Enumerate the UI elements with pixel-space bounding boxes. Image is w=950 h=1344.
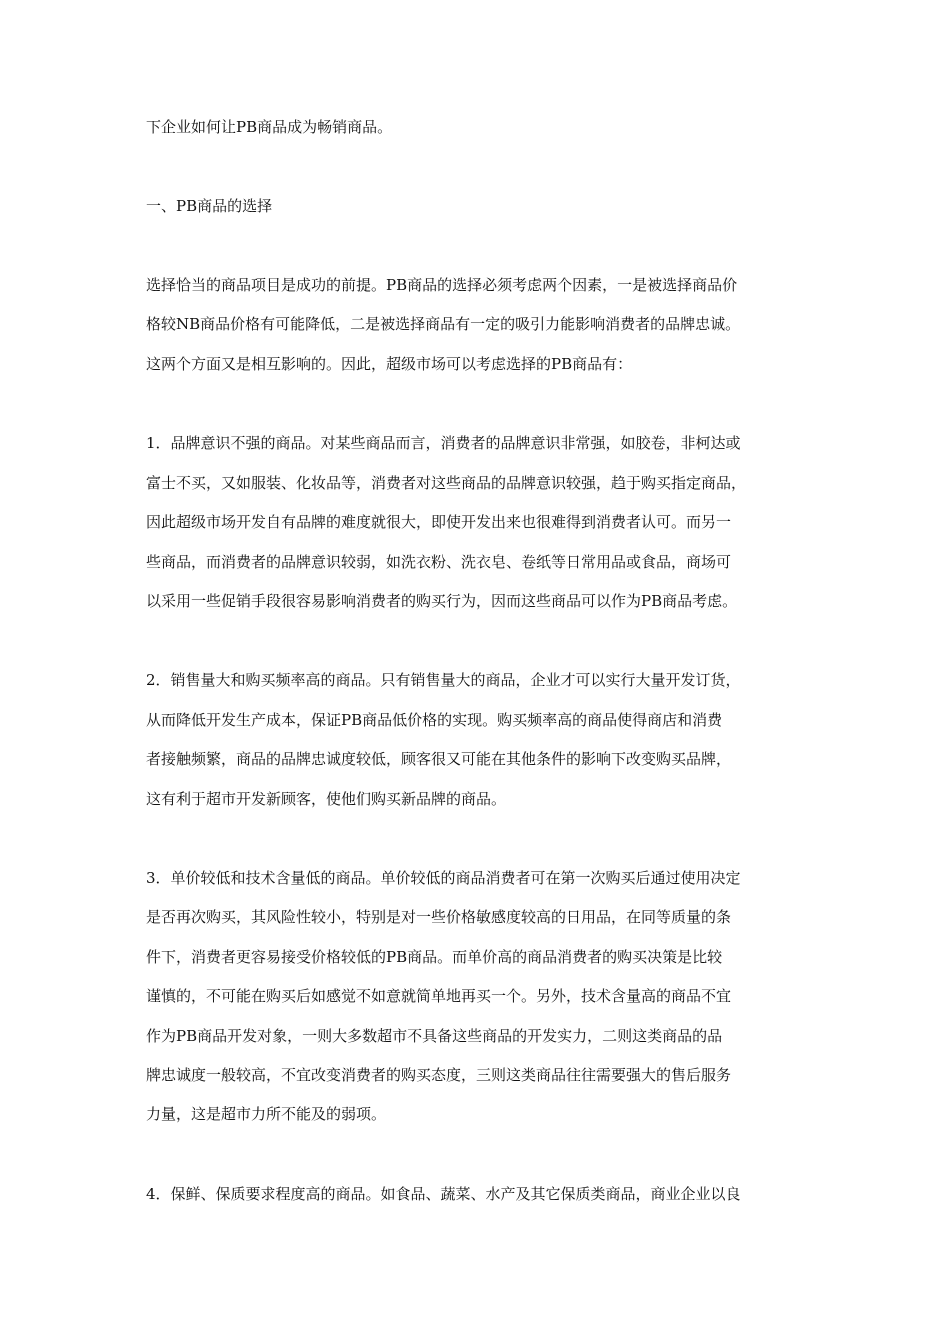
text-line: 3．单价较低和技术含量低的商品。单价较低的商品消费者可在第一次购买后通过使用决定 (146, 869, 741, 887)
text-line: 是否再次购买，其风险性较小，特别是对一些价格敏感度较高的日用品，在同等质量的条 (146, 908, 732, 926)
text-line: 选择恰当的商品项目是成功的前提。PB商品的选择必须考虑两个因素，一是被选择商品价 (146, 276, 738, 294)
text-line: 4．保鲜、保质要求程度高的商品。如食品、蔬菜、水产及其它保质类商品，商业企业以良 (146, 1185, 741, 1203)
text-line: 格较NB商品价格有可能降低，二是被选择商品有一定的吸引力能影响消费者的品牌忠诚。 (146, 315, 741, 333)
text-line: 这有利于超市开发新顾客，使他们购买新品牌的商品。 (146, 790, 507, 808)
text-line: 富士不买，又如服装、化妆品等，消费者对这些商品的品牌意识较强，趋于购买指定商品， (146, 474, 747, 492)
text-line: 这两个方面又是相互影响的。因此，超级市场可以考虑选择的PB商品有： (146, 355, 633, 373)
text-line: 因此超级市场开发自有品牌的难度就很大，即使开发出来也很难得到消费者认可。而另一 (146, 513, 732, 531)
text-line: 牌忠诚度一般较高，不宜改变消费者的购买态度，三则这类商品往往需要强大的售后服务 (146, 1066, 732, 1084)
text-line: 下企业如何让PB商品成为畅销商品。 (146, 118, 393, 136)
text-line: 以采用一些促销手段很容易影响消费者的购买行为，因而这些商品可以作为PB商品考虑。 (146, 592, 738, 610)
text-line: 2．销售量大和购买频率高的商品。只有销售量大的商品，企业才可以实行大量开发订货， (146, 671, 741, 689)
text-line: 从而降低开发生产成本，保证PB商品低价格的实现。购买频率高的商品使得商店和消费 (146, 711, 723, 729)
text-line: 谨慎的，不可能在购买后如感觉不如意就简单地再买一个。另外，技术含量高的商品不宜 (146, 987, 732, 1005)
text-line: 作为PB商品开发对象，一则大多数超市不具备这些商品的开发实力，二则这类商品的品 (146, 1027, 723, 1045)
text-line: 件下，消费者更容易接受价格较低的PB商品。而单价高的商品消费者的购买决策是比较 (146, 948, 723, 966)
text-line: 者接触频繁，商品的品牌忠诚度较低，顾客很又可能在其他条件的影响下改变购买品牌， (146, 750, 732, 768)
text-line: 1．品牌意识不强的商品。对某些商品而言，消费者的品牌意识非常强，如胶卷，非柯达或 (146, 434, 741, 452)
section-heading: 一、PB商品的选择 (146, 197, 273, 215)
text-line: 力量，这是超市力所不能及的弱项。 (146, 1105, 387, 1123)
text-line: 些商品，而消费者的品牌意识较弱，如洗衣粉、洗衣皂、卷纸等日常用品或食品，商场可 (146, 553, 732, 571)
